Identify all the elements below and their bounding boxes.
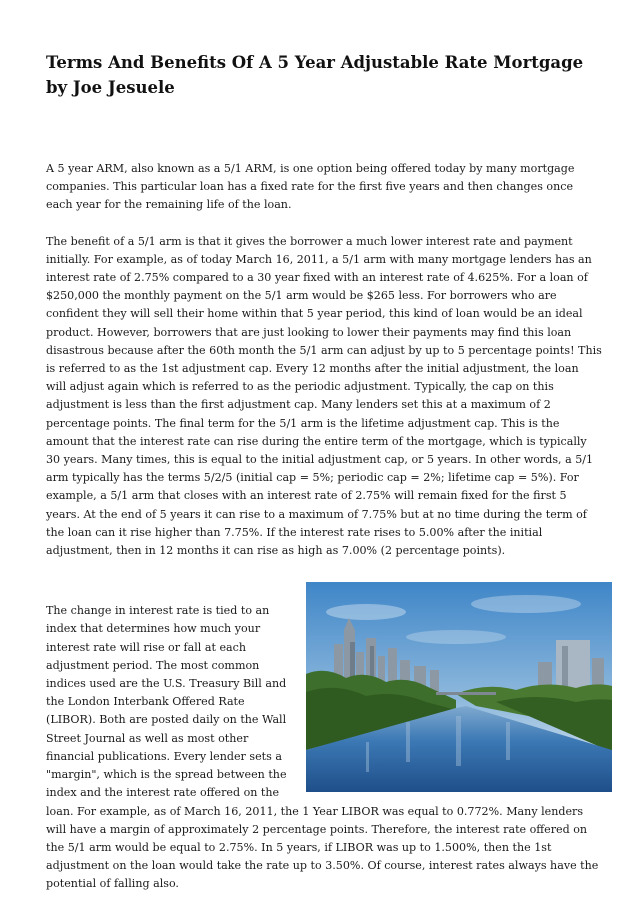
document-page	[46, 50, 602, 894]
paragraph-index: The change in interest rate is tied to an index that determines how much your interest rate will rise or fall at each adjustment period. The most common indices used are the U.S. Treasury Bill and the London Interbank Offered Rate (LIBOR). Both are posted daily on the Wall Street Journal as well as most other financial publications. Every lender sets a "margin", which is the spread between the index and the interest rate offered on the loan. For example, as of March 16, 2011, the 1 Year LIBOR was equal to 0.772%. Many lenders will have a margin of approximately 2 percentage points. Therefore, the interest rate offered on the 5/1 arm would be equal to 2.75%. In 5 years, if LIBOR was up to 1.500%, then the 1st adjustment on the loan would take the rate up to 3.50%. Of course, interest rates always have the potential of falling also.	[46, 604, 599, 891]
paragraph-intro: A 5 year ARM, also known as a 5/1 ARM, is one option being offered today by many mortgage companies. This particular loan has a fixed rate for the first five years and then changes once each year for the remaining life of the loan.	[46, 162, 575, 212]
city-skyline-photo	[306, 582, 612, 792]
paragraph-benefits: The benefit of a 5/1 arm is that it gives the borrower a much lower interest rate and payment initially. For example, as of today March 16, 2011, a 5/1 arm with many mortgage lenders has an interest rate of 2.75% compared to a 30 year fixed with an interest rate of 4.625%. For a loan of $250,000 the monthly payment on the 5/1 arm would be $265 less. For borrowers who are confident they will sell their home within that 5 year period, this kind of loan would be an ideal product. However, borrowers that are just looking to lower their payments may find this loan disastrous because after the 60th month the 5/1 arm can adjust by up to 5 percentage points! This is referred to as the 1st adjustment cap. Every 12 months after the initial adjustment, the loan will adjust again which is referred to as the periodic adjustment. Typically, the cap on this adjustment is less than the first adjustment cap. Many lenders set this at a maximum of 2 percentage points. The final term for the 5/1 arm is the lifetime adjustment cap. This is the amount that the interest rate can rise during the entire term of the mortgage, which is typically 30 years. Many times, this is equal to the initial adjustment cap, or 5 years. In other words, a 5/1 arm typically has the terms 5/2/5 (initial cap = 5%; periodic cap = 2%; lifetime cap = 5%). For example, a 5/1 arm that closes with an interest rate of 2.75% will remain fixed for the first 5 years. At the end of 5 years it can rise to a maximum of 7.75% but at no time during the term of the loan can it rise higher than 7.75%. If the interest rate rises to 5.00% after the initial adjustment, then in 12 months it can rise as high as 7.00% (2 percentage points).	[46, 234, 602, 558]
city-skyline-river-icon	[306, 582, 612, 792]
page-title: Terms And Benefits Of A 5 Year Adjustable Rate Mortgage by Joe Jesuele	[46, 53, 584, 97]
index-section	[46, 602, 602, 893]
